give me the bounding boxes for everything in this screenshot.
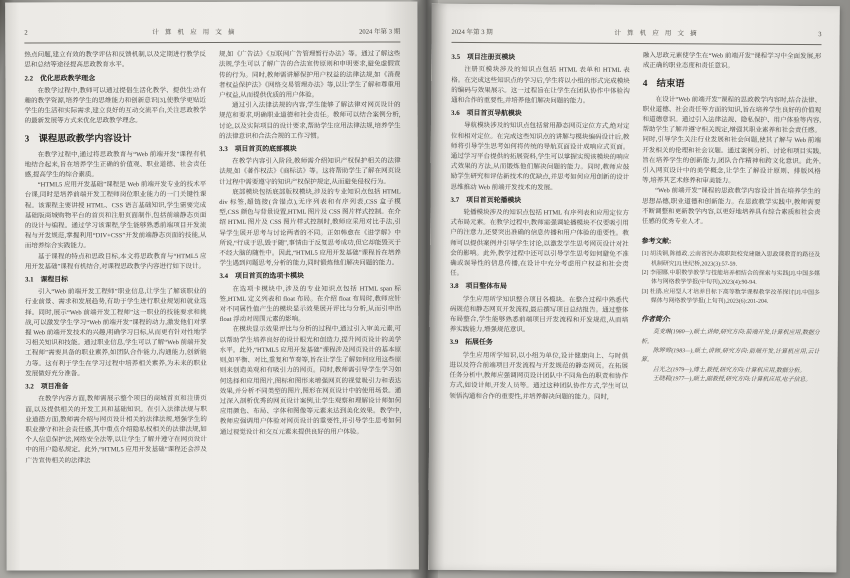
subsection-heading: 3.6 项目首页导航模块: [451, 110, 522, 118]
subsection-heading: 3.5 项目注册页模块: [451, 54, 516, 62]
page-left-column-2: [219, 50, 402, 524]
subsection-heading: 2.2 优化思政教学理念: [24, 74, 96, 83]
paragraph-continuation: 规,如《广告法》《互联网广告管理暂行办法》等。通过了解这些法规,学生可以了解广告的合法宣传原则和申明要求,避免虚假宣传的行为。同时,教师需讲解保护用户权益的法律法规,如《消费者权益保护法》《网络交易管理办法》等,以让学生了解和尊重用户权益,从而提供优质的用户体验。: [218, 50, 401, 99]
paragraph: 学生应用所学知识整合项目各模块。在整合过程中熟悉代码规范和静态网页开发流程,最后撰写项目总结报告。通过整体布局整合,学生能够熟悉前端项目开发流程和开发规范,从而培养实践能力,增强规范意识。: [449, 295, 629, 334]
paragraph: 导航模块涉及的知识点包括常用静态网页定位方式,绝对定位和相对定位。在完成这些知识点的讲解与模块编码设计后,教师将引导学生思考如何将传统的导航页面设计成响应式页面。通过学习平台提供的拓展资料,学生可以掌握实现该模块的响应式效果的方法,从而锻炼他们解决问题的能力。同时,教师应鼓励学生研究和评估新技术的优缺点,并思考如何应用创新的设计思维推动 Web 前端开发技术的发展。: [450, 122, 630, 192]
page-number-right: 3: [818, 31, 822, 39]
section-title: 3 课程思政教学内容设计: [24, 133, 132, 145]
paragraph: 在教学过程中,通过将思政教育与“Web 前端开发”课程有机地结合起来,旨在培养学生正确的价值观、职业道德、社会责任感,提高学生的综合素质。: [24, 150, 207, 179]
page-left-column-1: [24, 50, 207, 524]
reference-item: [1] 胡浅铜,陈德政.云南省民办高职院校党建融入思政课教育的路径及机制研究[J].世纪桥,2023(3):57-59.: [641, 251, 821, 268]
author-bio: 莫麦琳(1980—),硕士,讲师,研究方向:前端开发,计算机应用,数据分析。: [641, 329, 820, 345]
page-left-header: [24, 28, 400, 44]
page-right: [428, 4, 839, 572]
paragraph: 学生应用所学知识,以小组为单位,设计健康向上、与时俱进以及符合前端项目开发流程与开发规范的静态网页。在拓展任务分析中,教师应强调网页设计团队中不同角色的职责和协作方式,如设计师,开发人员等。通过这种团队协作方式,学生可以领悟沟通和合作的重要性,并培养解决问题的能力。同时,: [449, 351, 629, 401]
reference-item: [2] 李丽娜.中职数学教学与技能培养相结合的探索与实践[J].中国多媒体与网络教学学报(中旬刊),2023(4):90-94.: [641, 270, 821, 287]
reference-item: [3] 杜鹃.应用型人才培养目标下高等数学课程教学改革探讨[J].中国多媒体与网络教学学报(上旬刊),2023(6):201-204.: [641, 288, 820, 305]
issue-label-right: 2024 年第 3 期: [451, 28, 493, 37]
paragraph-continuation: 热点问题,建立有效的教学评估和反馈机制,以及定期进行教学反思和总结等途径提高思政教育水平。: [24, 51, 206, 69]
paragraph: 底部模块包括底部版权模块,涉及的专业知识点包括 HTML div 标签,超链接(含锚点),无序列表和有序列表,CSS 盒子模型,CSS 颜色与背景设置,HTML 图片及 CSS 图片样式控制。在介绍 HTML 图片及 CSS 图片样式控制时,教师应采用对比手法,引导学生展开思考与讨论两者的不同。正如韩愈在《进学解》中所说,“行成于思,毁于随”,事情由于反复思考成功,但它却能毁灭于不经大脑的随性中。因此,“HTML5 应用开发基础”课程旨在培养学生遇到问题思考,分析的能力,同时锻炼他们解决问题的能力。: [219, 188, 401, 268]
subsection-heading: 3.2 项目准备: [25, 383, 69, 391]
paragraph: 基于课程的特点和思政目标,本文将思政教育与“HTML5 应用开发基础”课程有机结合,对课程思政教学内容进行如下设计。: [24, 252, 207, 271]
paragraph: 在模块显示效果评比与分析的过程中,通过引入审美元素,可以帮助学生培养良好的设计眼光和创造力,提升网页设计的美学水平。此外,“HTML5 应用开发基础”课程涉及网页设计的基本原则,如平衡、对比,重复和节奏等,旨在让学生了解如何应用这些原则来创造美观和有吸引力的网页。同时,教师需引导学生学习如何选择和应用图片,图标和图形来增强网页的视觉吸引力和表达效果,并分析不同类型的图片,图形在网页设计中的使用场景。通过深入剖析优秀的网页设计案例,让学生观察和理解设计师如何应用颜色、布局、字体和图像等元素来达到美化效果。教学中,教师应强调用户体验对网页设计的重要性,并引导学生思考如何通过视觉设计和交互元素来提供良好的用户体验。: [219, 325, 402, 436]
paragraph: 注册页模块涉及的知识点包括 HTML 表单和 HTML 表格。在完成这些知识点的学习后,学生将以小组的形式完成模块的编码与效果展示。这一过程旨在让学生在团队协作中体验沟通和合作的重要性,并培养他们解决问题的能力。: [451, 66, 630, 105]
paragraph: 在教学内容方面,教师需展示整个项目的商城首页和注册页面,以及提供相关的开发工具和基础知识。在引入法律法规与职业道德方面,教师需介绍与网页设计相关的法律法规,增强学生的职业操守和社会责任感,其中重点介绍隐私权相关的法律法规,如个人信息保护法,网络安全法等,以让学生了解并遵守在网页设计中的用户隐私规定。此外,“HTML5 应用开发基础”课程还会涉及广告宣传相关的法律法: [25, 395, 207, 465]
author-bio: 吕光之(1979—),博士,教授,研究方向:计算机应用,数据分析。: [652, 366, 806, 374]
subsection-heading: 3.9 拓展任务: [449, 339, 493, 347]
paragraph: 引入“Web 前端开发工程师”职业信息,让学生了解该职业的行业前景、需求和发展趋势,有助于学生进行职业规划和就业选择。同时,展示“Web 前端开发工程师”这一职业的技能要求和挑战,可以激发学生学习“Web 前端开发”课程的动力,激发他们对掌握 Web 前端开发技术的兴趣,明确学习目标,从而更有针对性地学习相关知识和技能。通过职业信息,学生可以了解“Web 前端开发工程师”需要具备的职业素养,如团队合作能力,沟通能力,创新能力等。这有利于学生在学习过程中培养相关素养,为未来的职业发展做好充分准备。: [25, 288, 207, 378]
author-bios-heading: 作者简介:: [641, 316, 671, 324]
subsection-heading: 3.8 项目整体布局: [449, 283, 507, 291]
journal-title-right: 计算机应用文摘: [614, 29, 703, 38]
paragraph: 轮播模块涉及的知识点包括 HTML 有序列表和应用定位方式布局元素。在教学过程中,教师需强调轮播模块不仅要吸引用户的注意力,还要突出准确的信息传播和用户体验的重要性。教师可以提供案例并引导学生讨论,以激发学生思考网页设计对社会的影响。此外,教学过程中还可以引导学生思考如何避免不准确或误导性的信息传播,在设计中充分考虑用户权益和社会责任。: [450, 209, 629, 278]
paragraph: 在选项卡模块中,涉及的专业知识点包括 HTML span 标签,HTML 定义列表和 float 布局。在介绍 float 布局时,教师应针对不同属性值产生的模块显示效果展开评比与分析,从而引申出 float 浮动对周围元素的影响。: [219, 285, 402, 324]
paragraph: 在教学内容引入阶段,教师需介绍知识产权保护相关的法律法规,如《著作权法》《商标法》等。这将帮助学生了解在网页设计过程中需要遵守的知识产权保护规定,从而避免侵权行为。: [219, 157, 401, 186]
author-bio: 陈晔晔(1983—),硕士,讲师,研究方向:前端开发,计算机应用,云计算。: [641, 348, 820, 364]
references-heading: 参考文献:: [641, 238, 672, 246]
section-title: 4 结束语: [642, 78, 685, 89]
subsection-heading: 3.7 项目首页轮播模块: [450, 196, 522, 205]
page-number-left: 2: [24, 29, 28, 37]
page-right-body: [449, 50, 822, 526]
subsection-heading: 3.3 项目首页的底部模块: [219, 145, 297, 154]
issue-label-left: 2024 年第 3 期: [359, 28, 401, 36]
paragraph: 在教学过程中,教师可以通过提倡生活化教学、提供生动有趣的教学资源,培养学生的思维能力和创新意识[3],使教学更贴近学生的生活和实际需求,建立良好的互动交流平台,关注思政教学的最新发展等方式来优化思政教学理念。: [24, 86, 207, 125]
subsection-heading: 3.4 项目首页的选项卡模块: [219, 273, 304, 281]
subsection-heading: 3.1 课程目标: [24, 276, 69, 284]
journal-title-left: 计算机应用文摘: [152, 28, 241, 37]
page-right-column-1: [449, 50, 630, 525]
paragraph: “Web 前端开发”课程的思政教学内容设计旨在培养学生的思想品德,职业道德和创新能力。在思政教学实践中,教师需要不断调整和更新教学内容,以更好地培养具有综合素质和社会责任感的优秀专业人才。: [641, 187, 821, 226]
author-bio: 王晓莉(1977—),硕士,副教授,研究方向:计算机应用,电子信息。: [652, 376, 812, 384]
paragraph: 通过引入法律法规的内容,学生能够了解法律对网页设计的规范和要求,明确职业道德和社会责任。教师可以结合案例分析,讨论,以及实际项目的设计要求,帮助学生应用法律法规,培养学生的法律意识和合法合规的工作习惯。: [219, 101, 401, 140]
page-left-body: [24, 50, 401, 525]
paragraph: “HTML5 应用开发基础”课程是 Web 前端开发专业的技术平台课,同时是培养前端开发工程师岗位职业能力的一门关键性课程。该课程主要讲授 HTML、CSS 语言基础知识,学生需要完成基础版商城购物平台的首页和注册页面制作,包括前端静态页面的设计与编程。通过学习该课程,学生能够熟悉前端项目开发流程与开发规范,掌握利用“DIV+CSS”开发前端静态页面的技能,从而培养综合实践能力。: [24, 181, 207, 250]
paragraph-continuation: 融入思政元素使学生在“Web 前端开发”课程学习中全面发展,形成正确的职业态度和责任意识。: [642, 52, 822, 71]
paragraph: 在设计“Web 前端开发”课程的思政教学内容时,结合法律、职业道德、社会责任等方面的知识,旨在培养学生良好的价值观和道德意识。通过引入法律法规、隐私保护、用户体验等内容,帮助学生了解并遵守相关规定,增强其职业素养和社会责任感。同时,引导学生关注行业发展和社会问题,使其了解与 Web 前端开发相关的伦理和社会议题。通过案例分析、讨论和项目实践,旨在培养学生的创新能力,团队合作精神和跨文化意识。此外,引入网页设计中的美学概念,让学生了解设计原则、排版风格等,培养其艺术修养和审美能力。: [642, 95, 822, 185]
page-right-column-2: [640, 51, 821, 526]
page-left: [5, 1, 418, 570]
page-right-header: [451, 28, 821, 45]
